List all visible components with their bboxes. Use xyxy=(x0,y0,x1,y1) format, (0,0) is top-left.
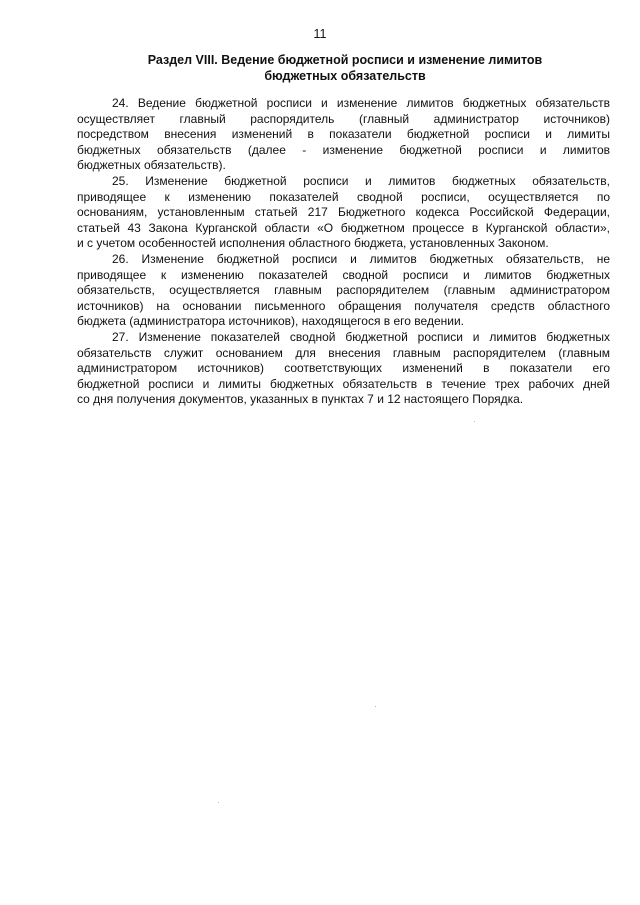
paragraph-line: бюджетной росписи и лимиты бюджетных обязательств в течение трех рабочих дней xyxy=(77,376,610,391)
paragraph-line: 26. Изменение бюджетной росписи и лимитов бюджетных обязательств, не xyxy=(112,251,610,266)
paragraph-line: осуществляет главный распорядитель (главный администратор источников) xyxy=(77,111,610,126)
paragraph-27 xyxy=(77,330,610,408)
paragraph-25 xyxy=(77,174,610,252)
paragraph-line: и с учетом особенностей исполнения областного бюджета, установленных Законом. xyxy=(77,236,549,251)
paragraph-24 xyxy=(77,96,610,174)
section-title xyxy=(80,52,610,84)
paragraph-line: 24. Ведение бюджетной росписи и изменение лимитов бюджетных обязательств xyxy=(112,96,610,110)
page-number: 11 xyxy=(313,27,327,41)
scan-speck xyxy=(474,421,475,422)
scan-speck xyxy=(375,706,376,707)
paragraph-line: 27. Изменение показателей сводной бюджетной росписи и лимитов бюджетных xyxy=(112,329,610,344)
paragraph-line: основаниям, установленным статьей 217 Бюджетного кодекса Российской Федерации, xyxy=(77,205,610,220)
paragraph-line: обязательств, осуществляется главным распорядителем (главным администратором xyxy=(77,283,610,298)
paragraph-line: 25. Изменение бюджетной росписи и лимитов бюджетных обязательств, xyxy=(112,173,610,188)
document-body xyxy=(77,96,610,408)
paragraph-26 xyxy=(77,252,610,330)
paragraph-line: со дня получения документов, указанных в пунктах 7 и 12 настоящего Порядка. xyxy=(77,392,524,407)
paragraph-line: бюджетных обязательств (далее - изменение бюджетной росписи и лимитов xyxy=(77,142,610,157)
section-title-line: бюджетных обязательств xyxy=(264,69,426,83)
paragraph-line: приводящее к изменению показателей сводной росписи, осуществляется по xyxy=(77,189,610,204)
paragraph-line: бюджета (администратора источников), находящегося в его ведении. xyxy=(77,314,464,329)
paragraph-line: источников) на основании письменного обращения получателя средств областного xyxy=(77,298,610,313)
paragraph-line: статьей 43 Закона Курганской области «О бюджетном процессе в Курганской области», xyxy=(77,220,610,235)
paragraph-line: администратором источников) соответствующих изменений в показатели его xyxy=(77,361,610,376)
section-title-line: Раздел VIII. Ведение бюджетной росписи и изменение лимитов xyxy=(147,53,543,67)
paragraph-line: бюджетных обязательств). xyxy=(77,158,226,173)
paragraph-line: обязательств служит основанием для внесения главным распорядителем (главным xyxy=(77,345,610,360)
paragraph-line: приводящее к изменению показателей сводной росписи и лимитов бюджетных xyxy=(77,267,610,282)
paragraph-line: посредством внесения изменений в показатели бюджетной росписи и лимиты xyxy=(77,127,610,142)
scan-speck xyxy=(218,802,219,803)
